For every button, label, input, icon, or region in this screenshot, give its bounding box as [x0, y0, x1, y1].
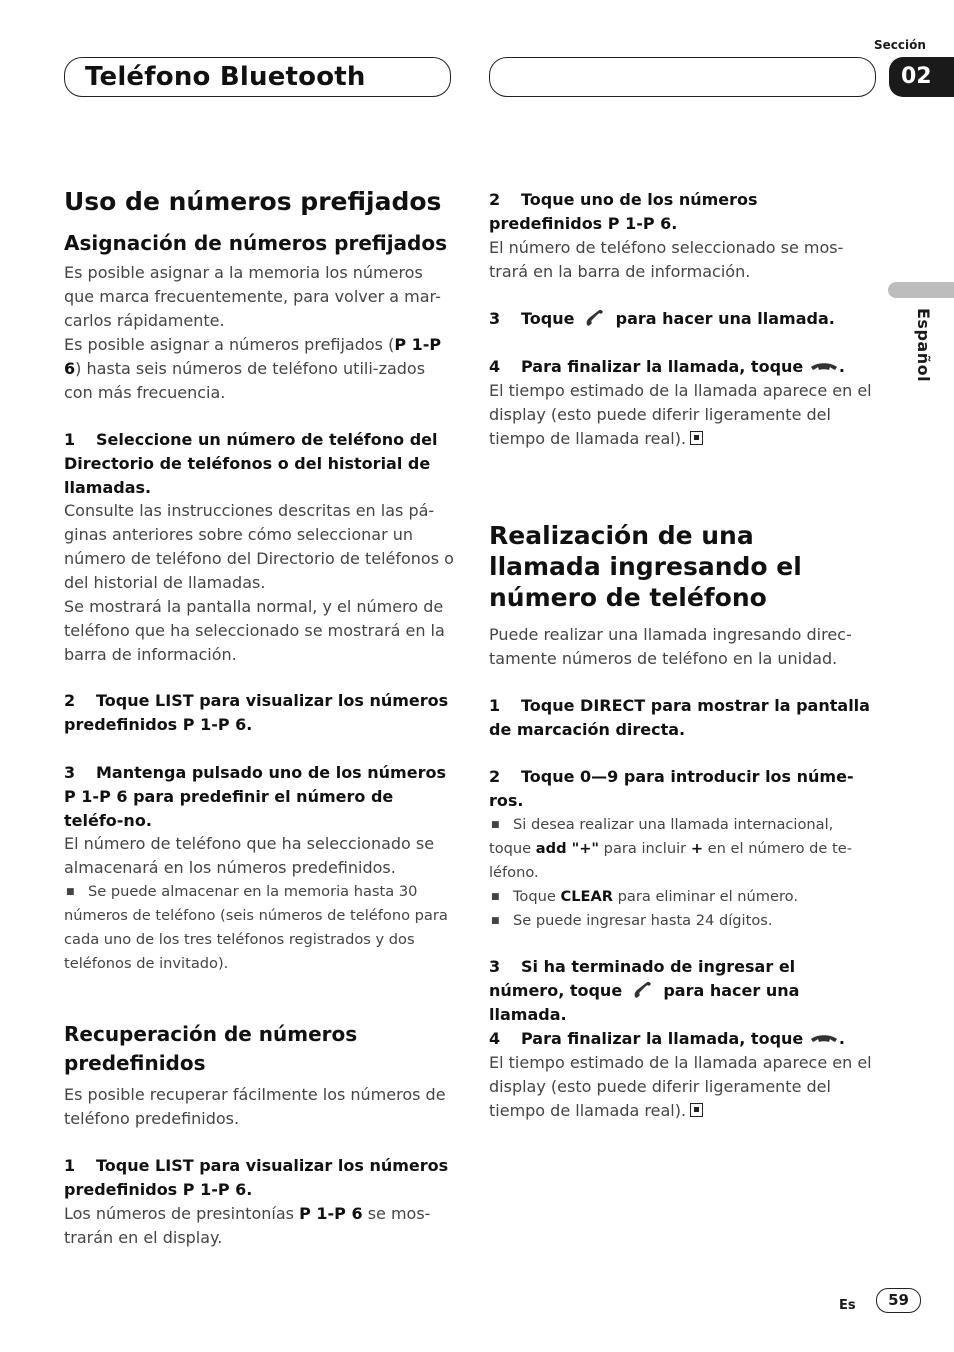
- phone-end-icon: [809, 1028, 839, 1048]
- square-bullet-icon: ■: [491, 916, 500, 926]
- square-bullet-icon: ■: [491, 892, 500, 902]
- header-title-box: [64, 57, 451, 97]
- right-step-4: 4 Para finalizar la llamada, toque .: [489, 357, 845, 376]
- section-heading-presets: Uso de números prefijados: [64, 187, 442, 216]
- direct-step-4-body: El tiempo estimado de la llamada aparece en el display (esto puede diferir ligeramente del tiempo de llamada real).: [489, 1053, 872, 1120]
- end-square-icon: [690, 431, 703, 445]
- page-number: 59: [876, 1288, 921, 1313]
- paragraph-assign-1: Es posible asignar a la memoria los números que marca frecuentemente, para volver a mar-carlos rápidamente.: [64, 263, 441, 330]
- recall-step-1: 1 Toque LIST para visualizar los números predefinidos P 1-P 6.: [64, 1156, 449, 1199]
- paragraph-assign-2: Es posible asignar a números prefijados (P 1-P 6) hasta seis números de teléfono utili-zados con más frecuencia.: [64, 335, 442, 402]
- direct-step-4: 4 Para finalizar la llamada, toque .: [489, 1029, 845, 1048]
- header-blank-box: [489, 57, 876, 97]
- paragraph-recall: Es posible recuperar fácilmente los números de teléfono predefinidos.: [64, 1085, 446, 1128]
- phone-call-icon: [628, 980, 658, 1000]
- section-number-badge: 02: [889, 57, 954, 97]
- step-2-list: 2 Toque LIST para visualizar los números predefinidos P 1-P 6.: [64, 691, 449, 734]
- direct-note-clear: ■ Toque CLEAR para eliminar el número.: [489, 885, 874, 909]
- step-3-note: ■ Se puede almacenar en la memoria hasta 30 números de teléfono (seis números de teléfono para cada uno de los tres teléfonos registrados y dos teléfonos de invitado).: [64, 880, 454, 976]
- right-step-2-body: El número de teléfono seleccionado se mos-trará en la barra de información.: [489, 238, 844, 281]
- step-3-hold: 3 Mantenga pulsado uno de los números P 1-P 6 para predefinir el número de teléfo-no.: [64, 763, 446, 830]
- subheading-assign: Asignación de números prefijados: [64, 231, 448, 255]
- language-label: Español: [914, 308, 933, 383]
- section-label: Sección: [874, 38, 926, 52]
- paragraph-direct-dial: Puede realizar una llamada ingresando direc-tamente números de teléfono en la unidad.: [489, 625, 852, 668]
- square-bullet-icon: ■: [491, 820, 500, 830]
- header-title: Teléfono Bluetooth: [85, 62, 366, 92]
- direct-note-digits: ■ Se puede ingresar hasta 24 dígitos.: [489, 909, 874, 933]
- direct-step-3: 3 Si ha terminado de ingresar el número, toque para hacer una llamada.: [489, 957, 800, 1024]
- language-tab-marker: [888, 282, 954, 298]
- section-heading-direct-dial: Realización de una llamada ingresando el número de teléfono: [489, 521, 802, 612]
- direct-step-1: 1 Toque DIRECT para mostrar la pantalla de marcación directa.: [489, 696, 870, 739]
- footer-language-code: Es: [839, 1298, 856, 1313]
- right-step-2: 2 Toque uno de los números predefinidos P 1-P 6.: [489, 190, 758, 233]
- subheading-recall: Recuperación de números predefinidos: [64, 1022, 358, 1075]
- direct-note-international: ■ Si desea realizar una llamada internacional, toque add "+" para incluir + en el número de te-léfono.: [489, 813, 874, 885]
- right-step-4-body: El tiempo estimado de la llamada aparece en el display (esto puede diferir ligeramente del tiempo de llamada real).: [489, 381, 872, 448]
- step-1-body: Consulte las instrucciones descritas en las pá-ginas anteriores sobre cómo seleccionar un número de teléfono del Directorio de teléfonos o del historial de llamadas.: [64, 501, 454, 592]
- step-1-body-2: Se mostrará la pantalla normal, y el número de teléfono que ha seleccionado se mostrará en la barra de información.: [64, 597, 445, 664]
- direct-step-2: 2 Toque 0—9 para introducir los núme-ros.: [489, 767, 854, 810]
- right-step-3: 3 Toque para hacer una llamada.: [489, 309, 835, 328]
- square-bullet-icon: ■: [66, 887, 75, 897]
- phone-end-icon: [809, 356, 839, 376]
- step-3-body: El número de teléfono que ha seleccionado se almacenará en los números predefinidos.: [64, 834, 435, 877]
- recall-step-1-body: Los números de presintonías P 1-P 6 se mos-trarán en el display.: [64, 1204, 431, 1247]
- phone-call-icon: [580, 308, 610, 328]
- step-1-select: 1 Seleccione un número de teléfono del Directorio de teléfonos o del historial de llamadas.: [64, 430, 438, 497]
- end-square-icon: [690, 1103, 703, 1117]
